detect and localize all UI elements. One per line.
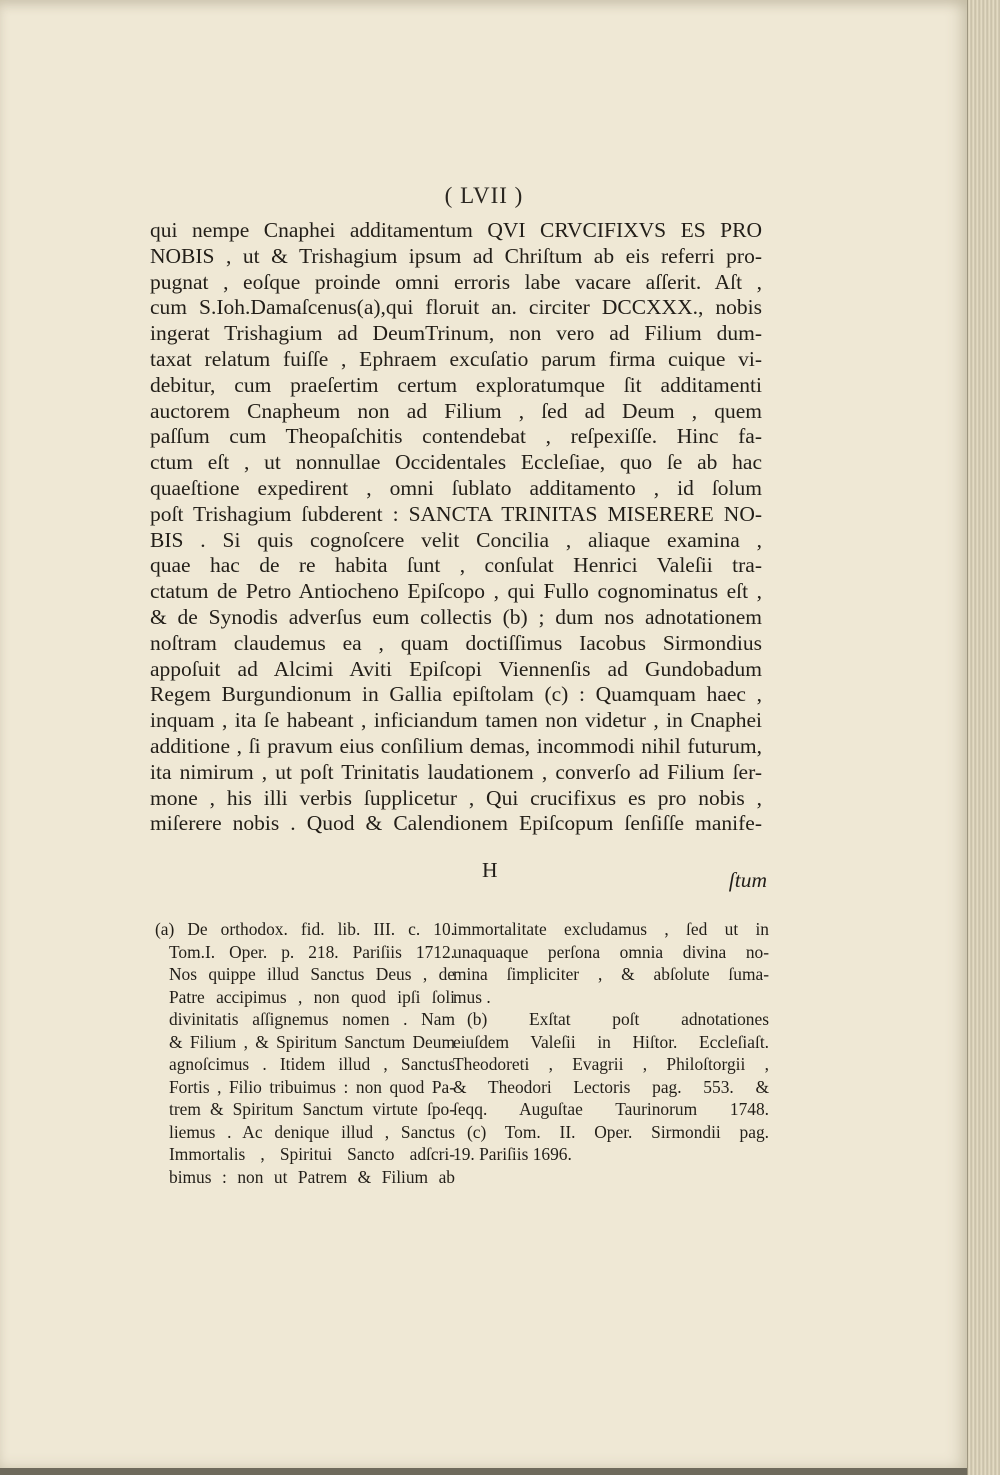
text-line: bimus : non ut Patrem & Filium ab bbox=[169, 1166, 455, 1187]
text-line: Tom.I. Oper. p. 218. Pariſiis 1712. bbox=[169, 941, 455, 962]
text-line: ſeqq. Auguſtae Taurinorum 1748. bbox=[453, 1099, 769, 1119]
footnotes-right bbox=[453, 918, 769, 1166]
text-line: & Theodori Lectoris pag. 553. & bbox=[453, 1076, 769, 1097]
text-line: ingerat Trishagium ad DeumTrinum, non vero ad Filium dum- bbox=[150, 321, 762, 346]
text-line: BIS . Si quis cognoſcere velit Concilia , aliaque examina , bbox=[150, 527, 762, 552]
text-line: immortalitate excludamus , ſed ut in bbox=[453, 919, 769, 939]
text-line: Nos quippe illud Sanctus Deus , de bbox=[169, 964, 455, 984]
text-line: Patre accipimus , non quod ipſi ſoli bbox=[169, 986, 455, 1007]
text-line: taxat relatum fuiſſe , Ephraem excuſatio parum firma cuique vi- bbox=[150, 346, 762, 371]
text-line: & Filium , & Spiritum Sanctum Deum bbox=[169, 1031, 455, 1052]
signature-mark: H bbox=[482, 858, 498, 882]
text-line: Regem Burgundionum in Gallia epiſtolam (c) : Quamquam haec , bbox=[150, 682, 762, 707]
text-line: & de Synodis adverſus eum collectis (b) ; dum nos adnotationem bbox=[150, 604, 762, 629]
signature-line bbox=[150, 858, 767, 892]
text-line: mone , his illi verbis ſupplicetur , Qui crucifixus es pro nobis , bbox=[150, 785, 762, 810]
text-line: liemus . Ac denique illud , Sanctus bbox=[169, 1121, 455, 1142]
text-line: mus . bbox=[453, 986, 491, 1007]
text-line: paſſum cum Theopaſchitis contendebat , reſpexiſſe. Hinc fa- bbox=[150, 424, 762, 449]
text-line: noſtram claudemus ea , quam doctiſſimus Iacobus Sirmondius bbox=[150, 630, 762, 655]
text-line: trem & Spiritum Sanctum virtute ſpo- bbox=[169, 1099, 455, 1119]
text-line: debitur, cum praeſertim certum exploratumque ſit additamenti bbox=[150, 372, 762, 397]
text-line: eiuſdem Valeſii in Hiſtor. Eccleſiaſt. bbox=[453, 1031, 769, 1052]
text-line: ctatum de Petro Antiocheno Epiſcopo , qui Fullo cognominatus eſt , bbox=[150, 579, 762, 604]
footnotes-left bbox=[155, 918, 455, 1188]
text-line: divinitatis aſſignemus nomen . Nam bbox=[169, 1009, 455, 1029]
text-line: 19. Pariſiis 1696. bbox=[453, 1144, 572, 1164]
text-line: inquam , ita ſe habeant , inficiandum tamen non videtur , in Cnaphei bbox=[150, 708, 762, 733]
text-line: NOBIS , ut & Trishagium ipsum ad Chriſtum ab eis referri pro- bbox=[150, 243, 762, 268]
text-line: agnoſcimus . Itidem illud , Sanctus bbox=[169, 1054, 455, 1074]
text-line: Immortalis , Spiritui Sancto adſcri- bbox=[169, 1144, 455, 1164]
text-line: ctum eſt , ut nonnullae Occidentales Eccleſiae, quo ſe ab hac bbox=[150, 450, 762, 475]
text-line: ita nimirum , ut poſt Trinitatis laudationem , converſo ad Filium ſer- bbox=[150, 759, 762, 784]
main-text bbox=[150, 218, 762, 837]
text-line: unaquaque perſona omnia divina no- bbox=[453, 941, 769, 962]
text-line: qui nempe Cnaphei additamentum QVI CRVCIFIXVS ES PRO bbox=[150, 218, 762, 242]
text-line: cum S.Ioh.Damaſcenus(a),qui floruit an. circiter DCCXXX., nobis bbox=[150, 295, 762, 320]
text-line: pugnat , eoſque proinde omni erroris labe vacare aſſerit. Aſt , bbox=[150, 269, 762, 294]
running-head: ( LVII ) bbox=[444, 183, 524, 208]
page-edges bbox=[967, 0, 1000, 1475]
text-line: Theodoreti , Evagrii , Philoſtorgii , bbox=[453, 1054, 769, 1074]
text-line: (c) Tom. II. Oper. Sirmondii pag. bbox=[467, 1121, 769, 1142]
text-line: quaeſtione expedirent , omni ſublato additamento , id ſolum bbox=[150, 475, 762, 500]
text-line: appoſuit ad Alcimi Aviti Epiſcopi Viennenſis ad Gundobadum bbox=[150, 656, 762, 681]
text-line: (a) De orthodox. fid. lib. III. c. 10. bbox=[155, 919, 455, 939]
text-line: Fortis , Filio tribuimus : non quod Pa- bbox=[169, 1076, 455, 1097]
text-line: poſt Trishagium ſubderent : SANCTA TRINITAS MISERERE NO- bbox=[150, 501, 762, 526]
text-line: (b) Exſtat poſt adnotationes bbox=[467, 1009, 769, 1029]
catchword: ſtum bbox=[728, 868, 767, 892]
text-line: auctorem Cnapheum non ad Filium , ſed ad Deum , quem bbox=[150, 398, 762, 423]
text-line: additione , ſi pravum eius conſilium demas, incommodi nihil futurum, bbox=[150, 733, 762, 758]
text-line: miſerere nobis . Quod & Calendionem Epiſcopum ſenſiſſe manife- bbox=[150, 811, 762, 836]
text-line: quae hac de re habita ſunt , conſulat Henrici Valeſii tra- bbox=[150, 553, 762, 578]
text-line: mina ſimpliciter , & abſolute ſuma- bbox=[453, 964, 769, 984]
